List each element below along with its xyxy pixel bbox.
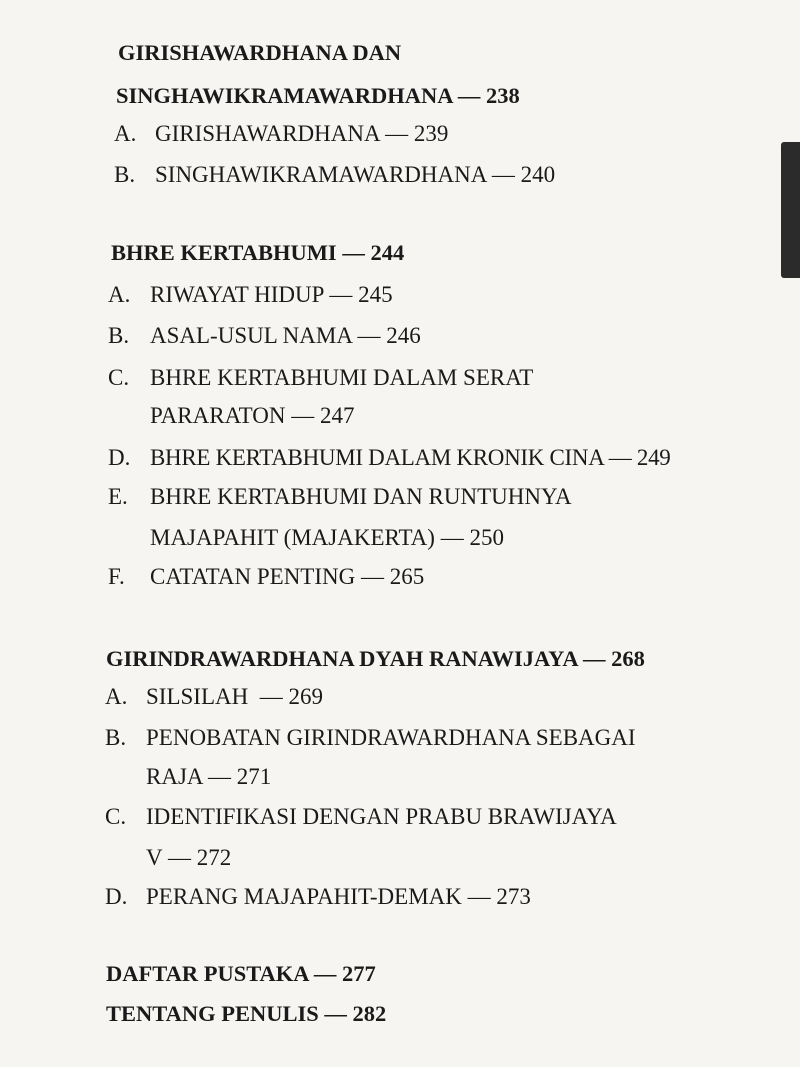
page-edge-tab (781, 142, 800, 278)
toc-item-2e-cont: MAJAPAHIT (MAJAKERTA) — 250 (150, 525, 504, 550)
toc-item-2b (108, 324, 421, 347)
item-letter: E. (108, 484, 128, 509)
item-letter: A. (108, 282, 131, 307)
item-letter: B. (108, 323, 130, 348)
toc-item-2a (108, 283, 393, 306)
toc-item-2f (108, 565, 424, 588)
item-letter: A. (114, 121, 137, 146)
item-letter: A. (105, 684, 128, 709)
section-heading-bhre-kertabhumi: BHRE KERTABHUMI — 244 (111, 240, 405, 265)
item-letter: B. (105, 725, 127, 750)
item-text: CATATAN PENTING — 265 (150, 564, 425, 589)
toc-item-3b-cont: RAJA — 271 (146, 764, 272, 789)
item-text: SILSILAH — 269 (146, 684, 323, 709)
toc-item-3a (105, 685, 323, 708)
section-heading-girishawardhana: GIRISHAWARDHANA DAN (118, 40, 402, 65)
item-text: PENOBATAN GIRINDRAWARDHANA SEBAGAI (146, 725, 636, 750)
item-letter: D. (105, 884, 128, 909)
section-heading-singhawikramawardhana: SINGHAWIKRAMAWARDHANA — 238 (116, 83, 520, 108)
item-text: BHRE KERTABHUMI DAN RUNTUHNYA (150, 484, 572, 509)
toc-item-2c-cont: PARARATON — 247 (150, 403, 355, 428)
toc-item-3c (105, 805, 617, 828)
item-letter: C. (105, 804, 127, 829)
toc-item-2c (108, 366, 533, 389)
item-text: RIWAYAT HIDUP — 245 (150, 282, 393, 307)
daftar-pustaka-heading: DAFTAR PUSTAKA — 277 (106, 961, 376, 986)
toc-item-3b (105, 726, 636, 749)
item-text: SINGHAWIKRAMAWARDHANA — 240 (155, 162, 556, 187)
item-letter: B. (114, 162, 136, 187)
item-text: BHRE KERTABHUMI DALAM SERAT (150, 365, 534, 390)
item-letter: C. (108, 365, 130, 390)
toc-item-2d (108, 446, 670, 469)
item-letter: D. (108, 445, 131, 470)
item-text: IDENTIFIKASI DENGAN PRABU BRAWIJAYA (146, 804, 617, 829)
item-text: GIRISHAWARDHANA — 239 (155, 121, 449, 146)
toc-item-2e (108, 485, 572, 508)
toc-item-3d (105, 885, 531, 908)
toc-item-1b (114, 163, 555, 186)
item-letter: F. (108, 564, 125, 589)
toc-item-3c-cont: V — 272 (146, 845, 232, 870)
item-text: ASAL-USUL NAMA — 246 (150, 323, 421, 348)
toc-item-1a (114, 122, 448, 145)
tentang-penulis-heading: TENTANG PENULIS — 282 (106, 1001, 387, 1026)
section-heading-girindrawardhana: GIRINDRAWARDHANA DYAH RANAWIJAYA — 268 (106, 646, 645, 671)
item-text: PERANG MAJAPAHIT-DEMAK — 273 (146, 884, 531, 909)
item-text: BHRE KERTABHUMI DALAM KRONIK CINA — 249 (150, 445, 671, 470)
